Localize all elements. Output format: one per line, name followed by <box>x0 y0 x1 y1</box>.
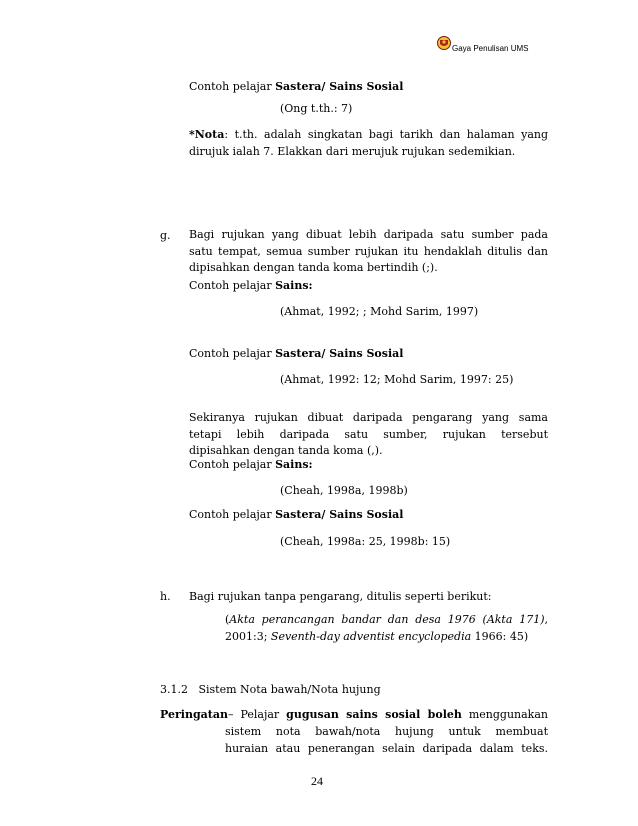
paragraph-g-1: Bagi rujukan yang dibuat lebih daripada satu sumber pada satu tempat, semua sumber rujukan itu hendaklah ditulis dan dipisahkan dengan tanda koma bertindih (;). <box>189 228 548 274</box>
warning-line-1: Peringatan– Pelajar gugusan sains sosial boleh menggunakan <box>160 708 548 721</box>
running-header: Gaya Penulisan UMS <box>452 44 529 53</box>
example-field: Sastera/ Sains Sosial <box>275 80 404 93</box>
example-label: Contoh pelajar <box>189 80 276 93</box>
example-line: Contoh pelajar Sastera/ Sains Sosial <box>189 347 404 360</box>
page-number: 24 <box>311 774 323 788</box>
list-marker-g: g. <box>160 229 171 242</box>
citation-block-h: (Akta perancangan bandar dan desa 1976 (Akta 171), 2001:3; Seventh-day adventist encyclopedia 1966: 45) <box>225 613 548 643</box>
paragraph-h: Bagi rujukan tanpa pengarang, ditulis seperti berikut: <box>189 590 492 603</box>
paragraph-g-2: Sekiranya rujukan dibuat daripada pengarang yang sama tetapi lebih daripada satu sumber, rujukan tersebut dipisahkan dengan tanda koma (,). <box>189 411 548 457</box>
warning-continuation: sistem nota bawah/nota hujung untuk membuat huraian atau penerangan selain daripada dalam teks. <box>225 725 548 755</box>
citation-example: (Cheah, 1998a: 25, 1998b: 15) <box>280 535 451 548</box>
university-crest-icon <box>437 36 451 50</box>
subsection-heading: 3.1.2 Sistem Nota bawah/Nota hujung <box>160 683 381 696</box>
citation-example: (Ong t.th.: 7) <box>280 102 353 115</box>
nota-paragraph: *Nota: t.th. adalah singkatan bagi tarikh dan halaman yang dirujuk ialah 7. Elakkan dari merujuk rujukan sedemikian. <box>189 128 548 158</box>
example-line <box>189 80 403 94</box>
citation-example: (Ahmat, 1992; ; Mohd Sarim, 1997) <box>280 305 479 318</box>
nota-label: *Nota <box>189 128 225 141</box>
citation-example: (Cheah, 1998a, 1998b) <box>280 484 408 497</box>
example-line: Contoh pelajar Sains: <box>189 458 313 471</box>
example-line: Contoh pelajar Sastera/ Sains Sosial <box>189 508 404 521</box>
list-marker-h: h. <box>160 590 171 603</box>
citation-example: (Ahmat, 1992: 12; Mohd Sarim, 1997: 25) <box>280 373 514 386</box>
example-line: Contoh pelajar Sains: <box>189 279 313 292</box>
